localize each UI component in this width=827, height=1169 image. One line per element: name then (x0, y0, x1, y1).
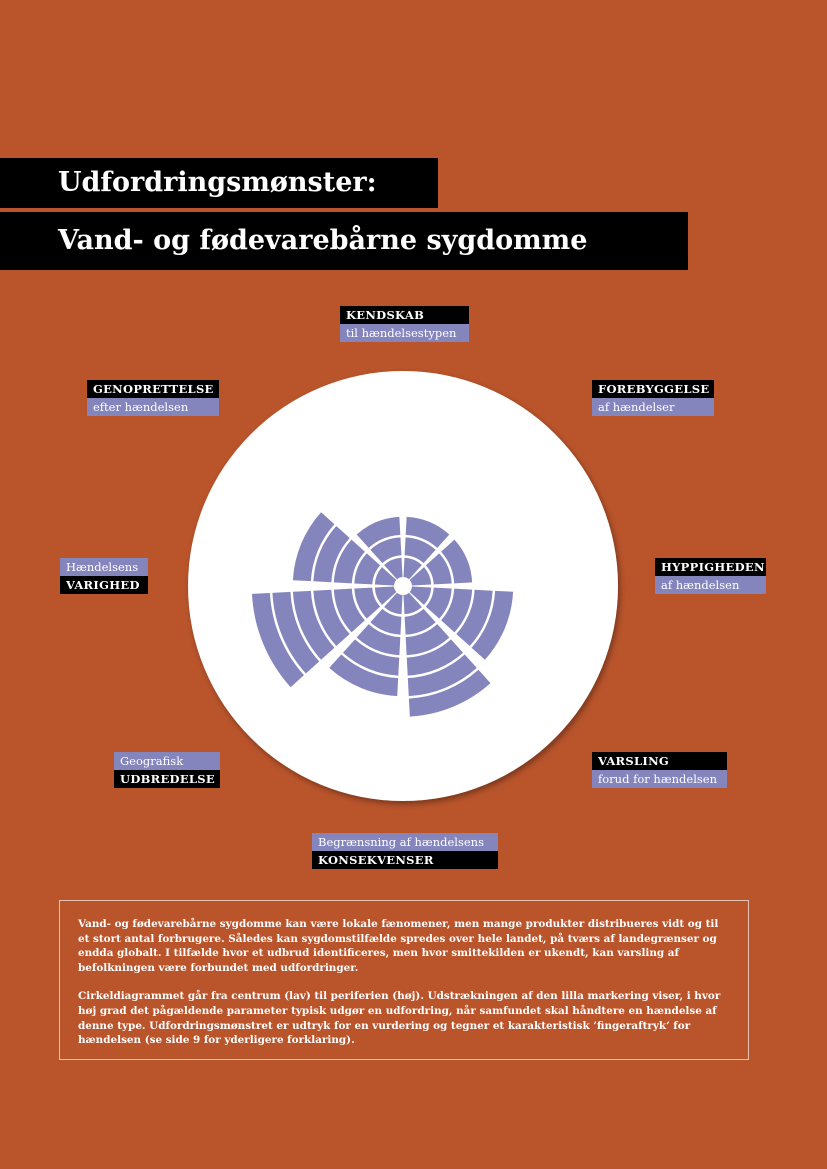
label-forebyggelse-sub: af hændelser (592, 398, 714, 416)
info-paragraph-1: Vand- og fødevarebårne sygdomme kan være lokale fænomener, men mange produkter distribueres vidt og til et stort antal forbrugere. Således kan sygdomstilfælde spredes over hele landet, på tværs af landegrænser og endda globalt. I tilfælde hvor et udbrud identificeres, men hvor smittekilden er ukendt, kan varsling af befolkningen være forbundet med udfordringer. (78, 918, 719, 974)
info-paragraph-2: Cirkeldiagrammet går fra centrum (lav) til periferien (høj). Udstrækningen af den lilla markering viser, i hvor høj grad det pågældende parameter typisk udgør en udfordring, når samfundet skal håndtere en hændelse af denne type. Udfordringsmønstret er udtryk for en vurdering og tegner et karakteristisk ’fingeraftryk’ for hændelsen (se side 9 for yderligere forklaring). (78, 990, 721, 1047)
label-hyppigheden-bold: HYPPIGHEDEN (655, 558, 766, 576)
label-udbredelse-sub: Geografisk (114, 752, 220, 770)
label-kendskab-sub: til hændelsestypen (340, 324, 469, 342)
label-hyppigheden (655, 558, 766, 594)
label-forebyggelse (592, 380, 714, 416)
chart-circle (188, 371, 618, 801)
label-varsling-bold: VARSLING (592, 752, 727, 770)
label-kendskab-bold: KENDSKAB (340, 306, 469, 324)
label-genoprettelse-bold: GENOPRETTELSE (87, 380, 219, 398)
label-kendskab (340, 306, 469, 342)
label-udbredelse (114, 752, 220, 788)
label-genoprettelse-sub: efter hændelsen (87, 398, 219, 416)
label-konsekvenser-bold: KONSEKVENSER (312, 851, 498, 869)
info-box (59, 900, 749, 1060)
label-varsling (592, 752, 727, 788)
title-line-2: Vand- og fødevarebårne sygdomme (0, 212, 688, 270)
label-hyppigheden-sub: af hændelsen (655, 576, 766, 594)
label-varighed-bold: VARIGHED (60, 576, 148, 594)
label-varighed-sub: Hændelsens (60, 558, 148, 576)
label-konsekvenser-sub: Begrænsning af hændelsens (312, 833, 498, 851)
label-varighed (60, 558, 148, 594)
label-forebyggelse-bold: FOREBYGGELSE (592, 380, 714, 398)
title-line-1: Udfordringsmønster: (0, 158, 438, 208)
label-udbredelse-bold: UDBREDELSE (114, 770, 220, 788)
label-varsling-sub: forud for hændelsen (592, 770, 727, 788)
label-konsekvenser (312, 833, 498, 869)
label-genoprettelse (87, 380, 219, 416)
